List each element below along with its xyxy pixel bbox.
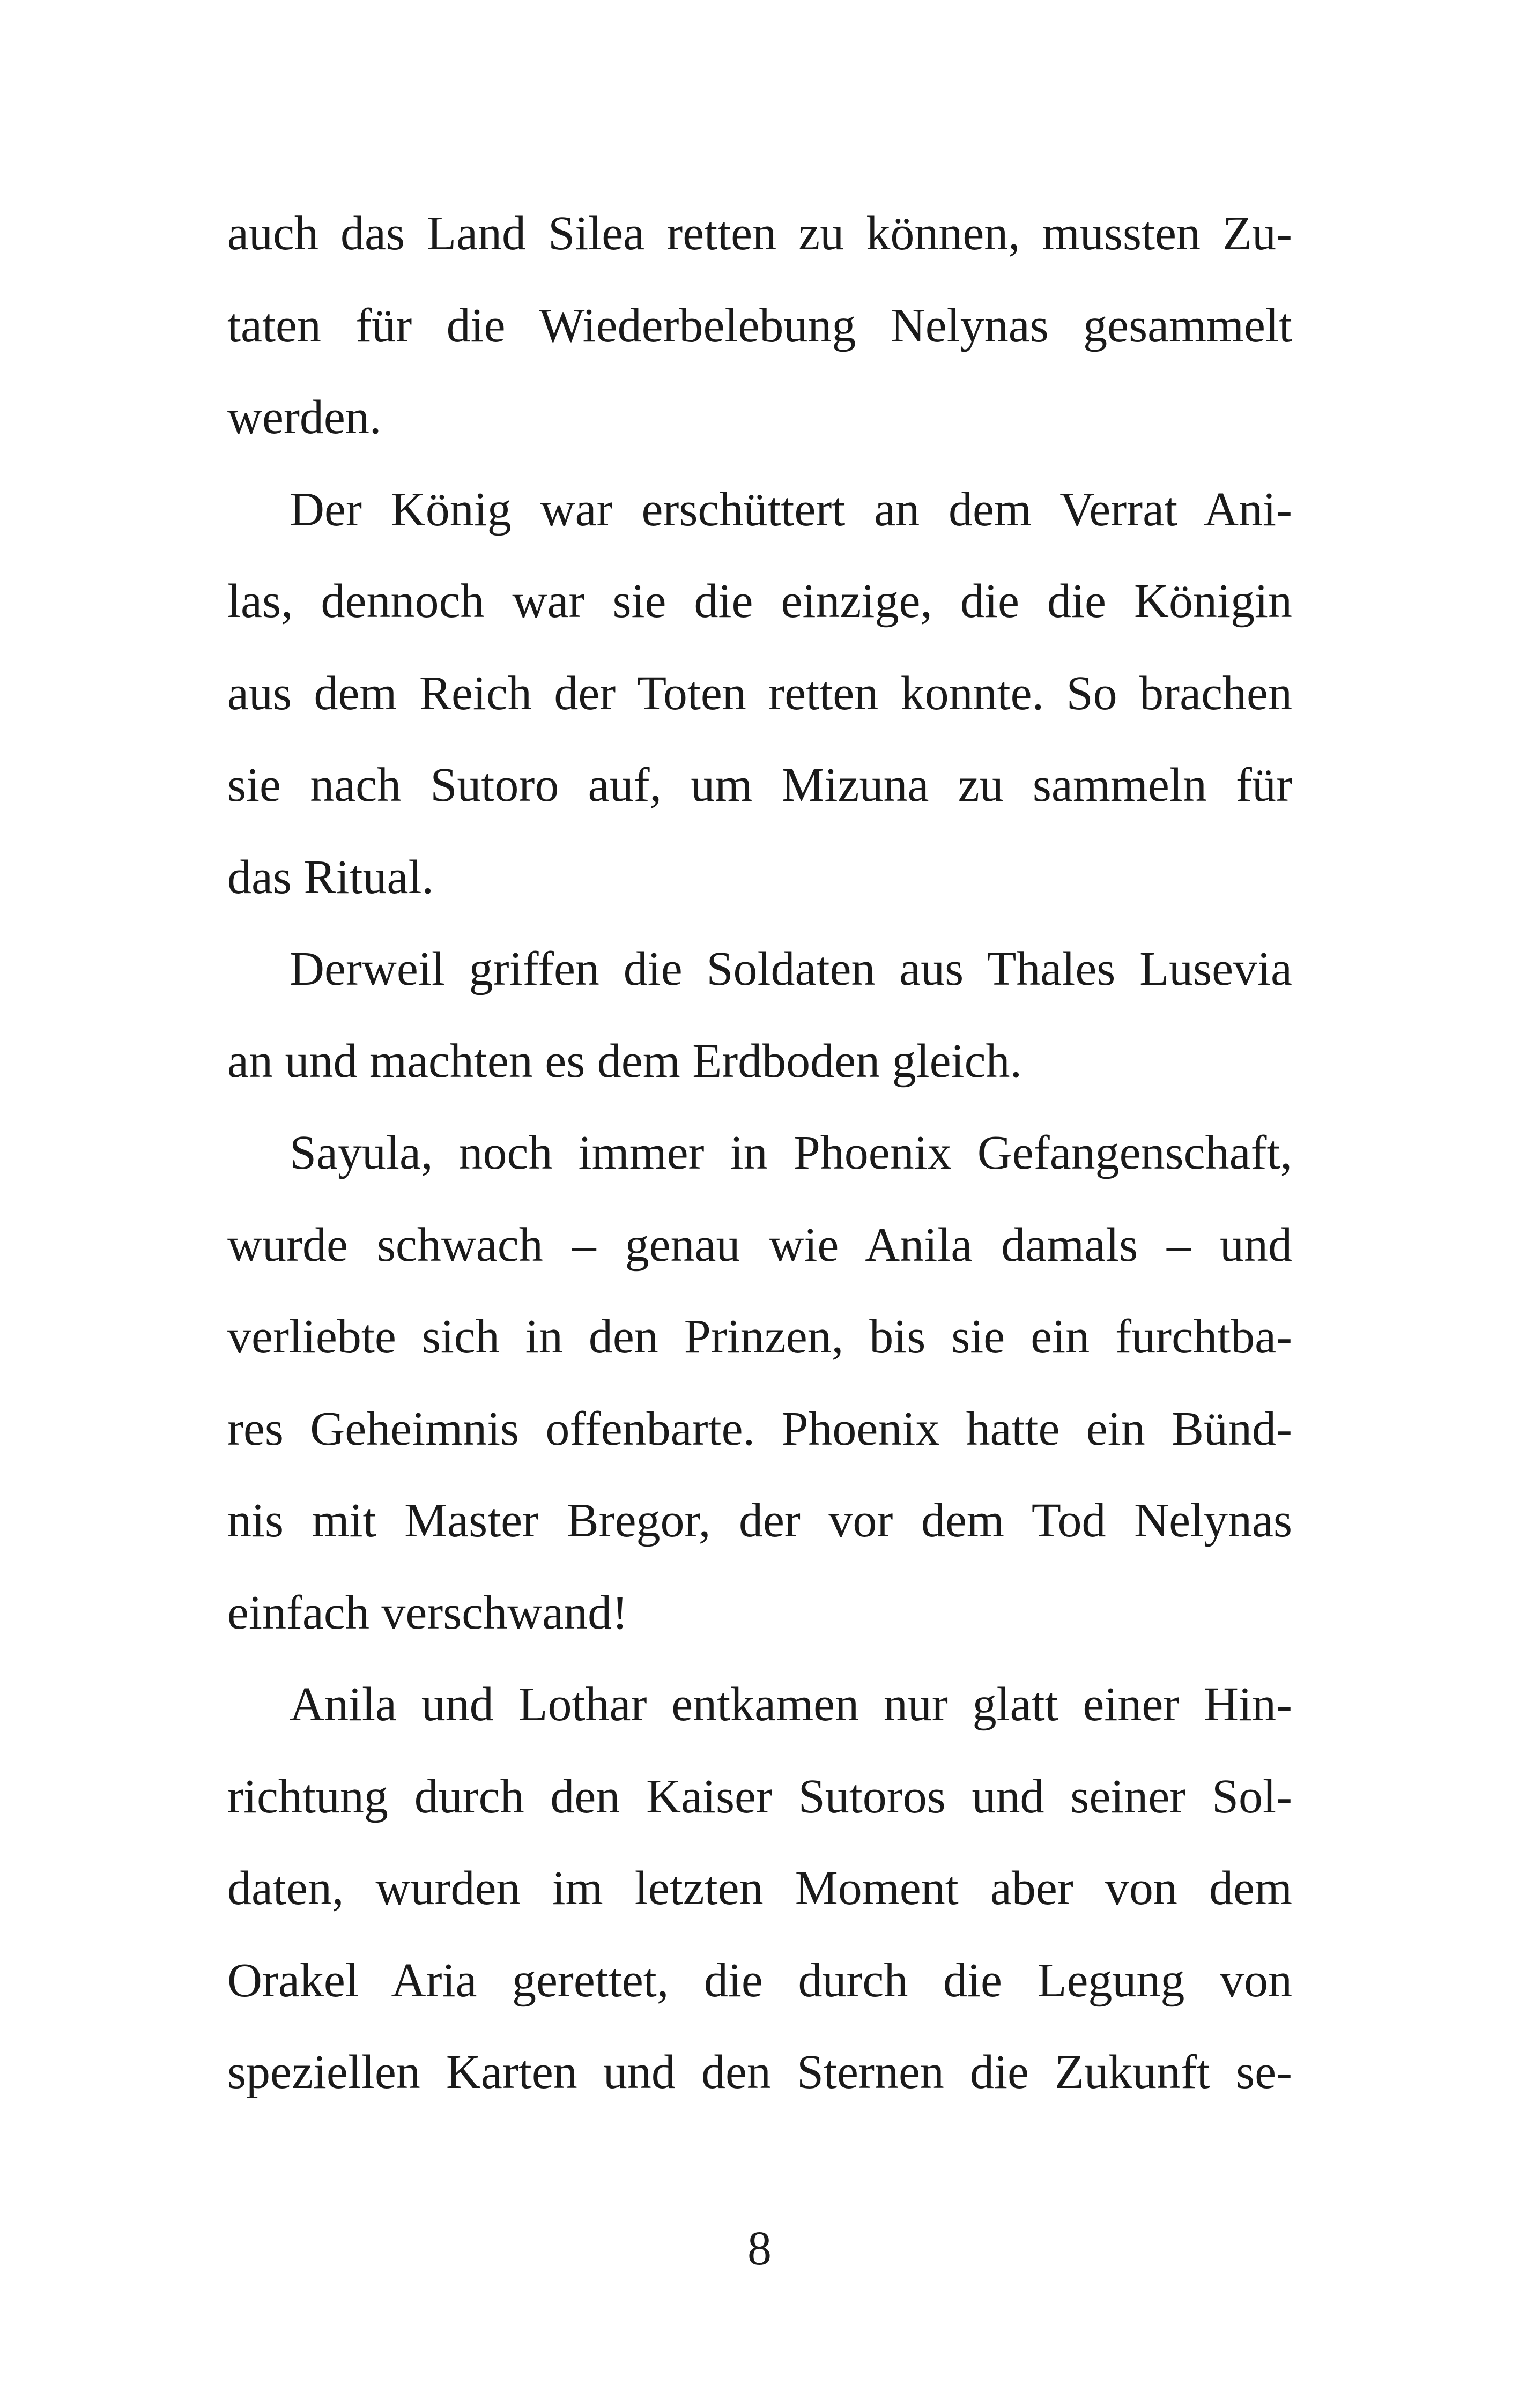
text-line: richtung durch den Kaiser Sutoros und seiner Sol- [227, 1770, 1292, 1823]
text-line: daten, wurden im letzten Moment aber von dem [227, 1862, 1292, 1915]
text-line: an und machten es dem Erdboden gleich. [227, 1034, 1022, 1088]
text-line: las, dennoch war sie die einzige, die die Königin [227, 575, 1292, 628]
text-line: verliebte sich in den Prinzen, bis sie ein furchtba- [227, 1310, 1292, 1363]
text-line: Anila und Lothar entkamen nur glatt einer Hin- [290, 1678, 1292, 1731]
text-line: taten für die Wiederbelebung Nelynas gesammelt [227, 299, 1292, 352]
text-line: einfach verschwand! [227, 1586, 628, 1639]
text-line: Sayula, noch immer in Phoenix Gefangenschaft, [290, 1126, 1292, 1179]
text-line: nis mit Master Bregor, der vor dem Tod Nelynas [227, 1494, 1292, 1547]
text-line: werden. [227, 391, 382, 444]
text-line: Der König war erschüttert an dem Verrat Ani- [290, 482, 1292, 536]
text-line: aus dem Reich der Toten retten konnte. So brachen [227, 666, 1292, 720]
text-line: das Ritual. [227, 850, 434, 904]
text-line: auch das Land Silea retten zu können, mussten Zu- [227, 207, 1292, 260]
text-line: sie nach Sutoro auf, um Mizuna zu sammeln für [227, 759, 1292, 812]
text-line: res Geheimnis offenbarte. Phoenix hatte ein Bünd- [227, 1402, 1292, 1455]
text-line: Orakel Aria gerettet, die durch die Legung von [227, 1953, 1292, 2007]
text-line: Derweil griffen die Soldaten aus Thales Lusevia [290, 942, 1292, 995]
text-line: wurde schwach – genau wie Anila damals – und [227, 1218, 1292, 1272]
body-text [227, 188, 1292, 2119]
text-line: speziellen Karten und den Sternen die Zukunft se- [227, 2046, 1292, 2099]
page-number: 8 [747, 2222, 772, 2275]
